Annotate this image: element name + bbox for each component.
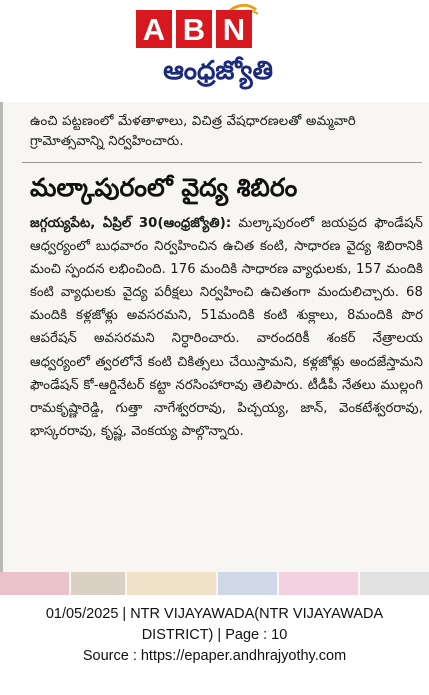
previous-article-tail: ఉంచి పట్టణంలో మేళతాళాలు, విచిత్ర వేషధారణలతో అమ్మవారి గ్రామోత్సవాన్ని నిర్వహించారు.: [30, 114, 356, 149]
article-body-text: మల్కాపురంలో జయప్రద ఫౌండేషన్ ఆధ్వర్యంలో బుధవారం నిర్వహించిన ఉచిత కంటి, సాధారణ వైద్య శిబిరానికి మంచి స్పందన లభించింది. 176 మందికి సాధారణ వ్యాధులకు, 157 మందికి కంటి వ్యాధులకు వైద్య పరీక్షలు నిర్వహించి ఉచితంగా మందులిచ్చారు. 68 మందికి కళ్లజోళ్లు అవసరమని, 51మందికి కంటి శుక్లాలు, 8మందికి పొర ఆపరేషన్ అవసరమని నిర్ధారించారు. వారందరికీ శంకర్ నేత్రాలయ ఆధ్వర్యంలో త్వరలోనే కంటి చికిత్సలు చేయిస్తామని, కళ్లజోళ్లు అందజేస్తామని ఫౌండేషన్ కో-ఆర్డినేటర్ కట్టా నరసింహారావు తెలిపారు. టీడీపీ నేతలు ముల్లంగి రామకృష్ణారెడ్డి, గుత్తా నాగేశ్వరరావు, పిచ్చయ్య, జాన్, వెంకటేశ్వరరావు, భాస్కరరావు, కృష్ణ, వెంకయ్య పాల్గొన్నారు.: [30, 216, 424, 439]
article-divider: [22, 162, 422, 163]
ad-strip: [0, 572, 429, 595]
article-body: [30, 212, 423, 443]
masthead: [0, 0, 429, 100]
logo-letter-b: B: [176, 10, 212, 48]
article-headline: మల్కాపురంలో వైద్య శిబిరం: [30, 173, 298, 202]
news-clipping: [0, 102, 429, 595]
logo-letter-n: N: [216, 10, 252, 48]
abn-logo: [136, 10, 252, 48]
footer-district-page: DISTRICT) | Page : 10: [141, 627, 288, 643]
brand-name: ఆంధ్రజ్యోతి: [163, 56, 273, 86]
logo-letter-a: A: [136, 10, 172, 48]
column-rule: [0, 102, 3, 595]
dateline: జగ్గయ్యపేట, ఏప్రిల్ 30(ఆంధ్రజ్యోతి):: [30, 216, 232, 231]
footer-source: Source : https://epaper.andhrajyothy.com: [82, 648, 347, 664]
clipping-footer: [0, 604, 429, 667]
footer-date-edition: 01/05/2025 | NTR VIJAYAWADA(NTR VIJAYAWADA: [45, 606, 384, 622]
